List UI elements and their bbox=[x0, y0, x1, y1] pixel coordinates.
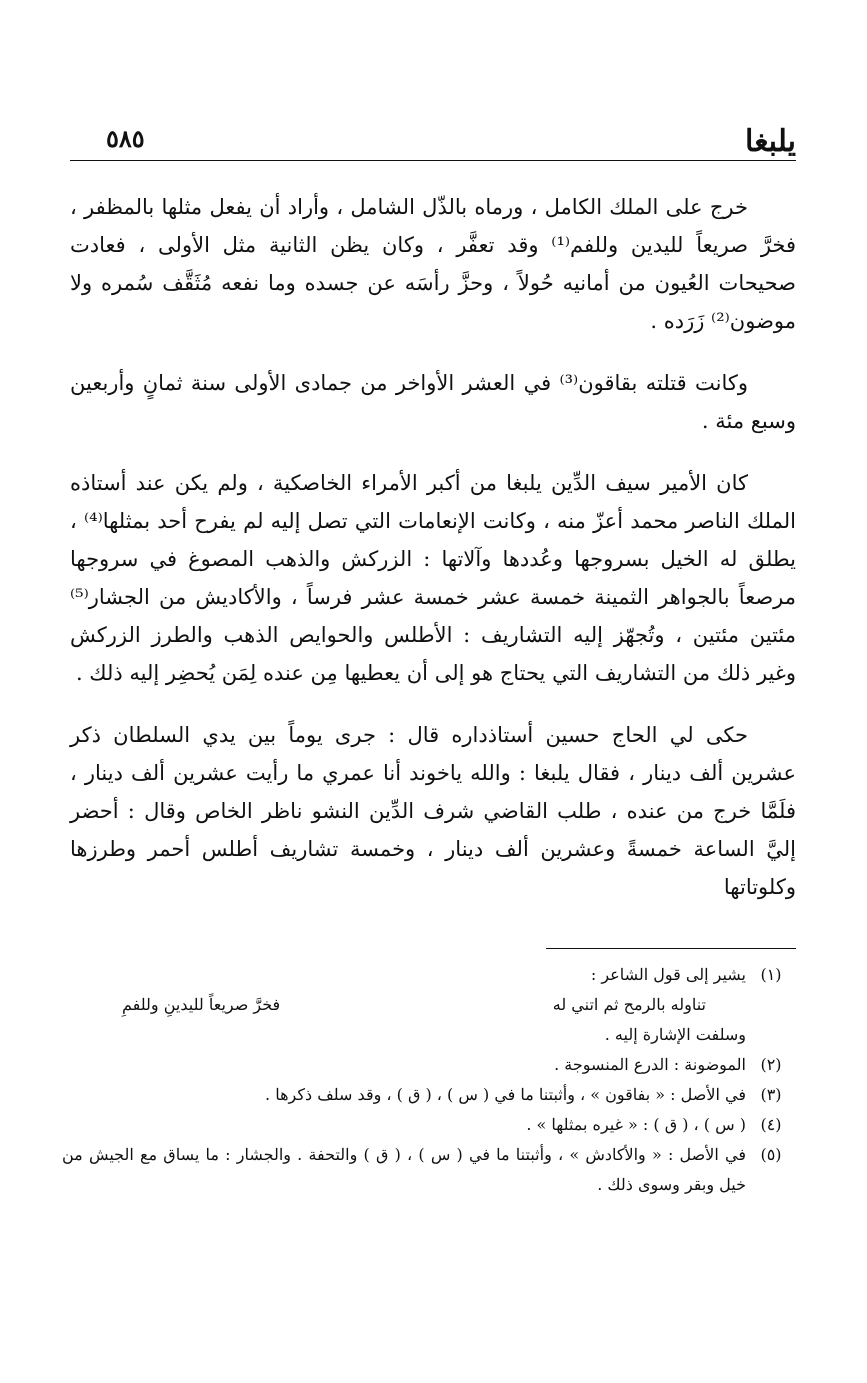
footnotes bbox=[62, 960, 796, 1200]
footnote-1-verse bbox=[62, 990, 796, 1020]
footnote-4 bbox=[62, 1110, 796, 1140]
running-title: يلبغا bbox=[745, 124, 796, 159]
footnote-3 bbox=[62, 1080, 796, 1110]
page-number: ٥٨٥ bbox=[106, 124, 145, 153]
verse-hemistich-1: تناوله بالرمح ثم اتني له bbox=[552, 995, 706, 1014]
paragraph-1-text: خرج على الملك الكامل ، ورماه بالذّل الشامل ، وأراد أن يفعل مثلها بالمظفر ، فخرَّ صريعاً لليدين وللفم⁽¹⁾ وقد تعفَّر ، وكان يظن الثانية مثل الأولى ، فعادت صحيحات العُيون من أمانيه حُولاً ، وحزَّ رأسَه عن جسده وما نفعه مُثَقَّف سُمره ولا موضون⁽²⁾ زَرَده . bbox=[70, 195, 797, 333]
footnote-text: في الأصل : « بفاقون » ، وأثبتنا ما في ( س ) ، ( ق ) ، وقد سلف ذكرها . bbox=[265, 1085, 746, 1104]
footnote-text: الموضونة : الدرع المنسوجة . bbox=[554, 1055, 746, 1074]
footnote-text: في الأصل : « والأكادش » ، وأثبتنا ما في ( س ) ، ( ق ) والتحفة . والجشار : ما يساق مع الجيش من خيل وبقر وسوى ذلك . bbox=[62, 1145, 746, 1194]
header-rule bbox=[70, 160, 796, 161]
footnote-number: (٥) bbox=[760, 1145, 782, 1164]
footnote-5 bbox=[62, 1140, 796, 1200]
footnote-number: (٢) bbox=[760, 1055, 782, 1074]
page-header bbox=[70, 118, 796, 162]
paragraph-4-text: حكى لي الحاج حسين أستاذداره قال : جرى يوماً بين يدي السلطان ذكر عشرين ألف دينار ، فقال يلبغا : والله ياخوند أنا عمري ما رأيت عشرين ألف دينار ، فلَمَّا خرج من عنده ، طلب القاضي شرف الدِّين النشو ناظر الخاص وقال : أحضر إليَّ الساعة خمسةً وعشرين ألف دينار ، وخمسة تشاريف أطلس أحمر وطرزها وكلوتاتها bbox=[70, 723, 796, 899]
paragraph-3-text: كان الأمير سيف الدِّين يلبغا من أكبر الأمراء الخاصكية ، ولم يكن عند أستاذه الملك الناصر محمد أعزّ منه ، وكانت الإنعامات التي تصل إليه لم يفرح أحد بمثلها⁽⁴⁾ ، يطلق له الخيل بسروجها وعُددها وآلاتها : الزركش والذهب المصوغ في سروجها مرصعاً بالجواهر الثمينة خمسة عشر خمسة عشر فرساً ، والأكاديش من الجشار⁽⁵⁾ مئتين مئتين ، وتُجهّز إليه التشاريف : الأطلس والحوايص الذهب والطرز الزركش وغير ذلك من التشاريف التي يحتاج هو إلى أن يعطيها مِن عنده لِمَن يُحضِر إليه ذلك . bbox=[70, 471, 796, 685]
footnote-2 bbox=[62, 1050, 796, 1080]
paragraph-2-text: وكانت قتلته بقاقون⁽³⁾ في العشر الأواخر من جمادى الأولى سنة ثمانٍ وأربعين وسبع مئة . bbox=[70, 371, 796, 433]
paragraph-1 bbox=[70, 188, 796, 340]
paragraph-3 bbox=[70, 464, 796, 692]
verse-hemistich-2: فخرَّ صريعاً لليدينِ وللفمِ bbox=[122, 995, 281, 1014]
paragraph-2 bbox=[70, 364, 796, 440]
main-text bbox=[70, 188, 796, 930]
footnote-rule bbox=[546, 948, 796, 949]
footnote-1 bbox=[62, 960, 796, 990]
footnote-text: ( س ) ، ( ق ) : « غيره بمثلها » . bbox=[526, 1115, 746, 1134]
footnote-number: (٣) bbox=[760, 1085, 782, 1104]
footnote-1-continuation: وسلفت الإشارة إليه . bbox=[604, 1025, 746, 1044]
footnote-number: (٤) bbox=[760, 1115, 782, 1134]
footnote-number: (١) bbox=[760, 965, 782, 984]
paragraph-4 bbox=[70, 716, 796, 906]
footnote-text: يشير إلى قول الشاعر : bbox=[590, 965, 746, 984]
